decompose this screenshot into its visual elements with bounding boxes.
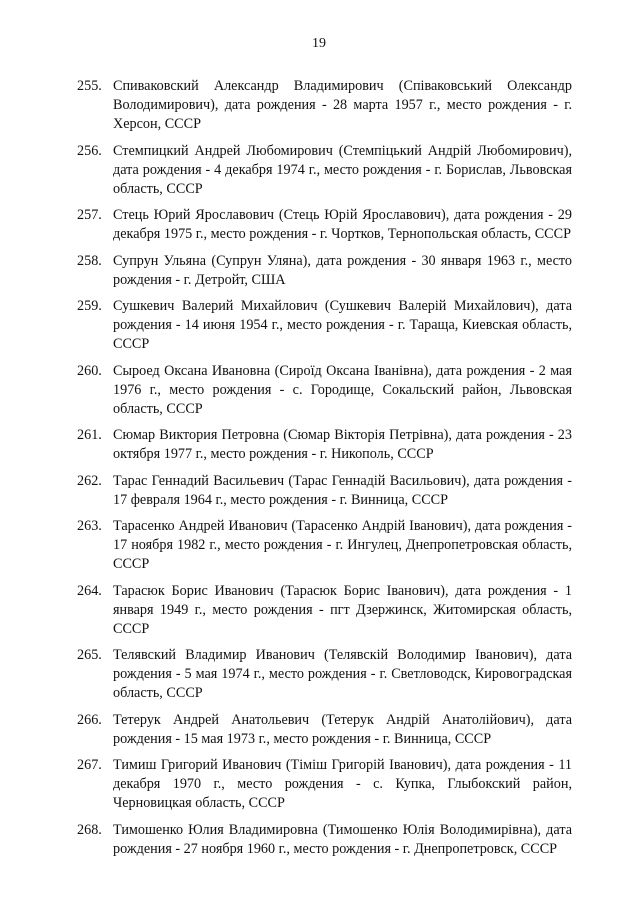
list-item xyxy=(77,362,572,419)
entry-number: 262. xyxy=(77,472,102,489)
list-item xyxy=(77,297,572,354)
entry-text: Стець Юрий Ярославович (Стець Юрій Ярославович), дата рождения - 29 декабря 1975 г., место рождения - г. Чортков, Тернопольская область, СССР xyxy=(113,207,572,242)
list-item xyxy=(77,756,572,813)
entry-text: Телявский Владимир Иванович (Телявскій Володимир Іванович), дата рождения - 5 мая 1974 г., место рождения - г. Светловодск, Кировоградская область, СССР xyxy=(113,647,572,701)
entry-text: Тарасенко Андрей Иванович (Тарасенко Андрій Іванович), дата рождения - 17 ноября 1982 г., место рождения - г. Ингулец, Днепропетровская область, СССР xyxy=(113,518,572,572)
entry-text: Сюмар Виктория Петровна (Сюмар Вікторія Петрівна), дата рождения - 23 октября 1977 г., место рождения - г. Никополь, СССР xyxy=(113,427,572,462)
list-item xyxy=(77,252,572,290)
entry-text: Тарас Геннадий Васильевич (Тарас Геннадій Васильович), дата рождения - 17 февраля 1964 г., место рождения - г. Винница, СССР xyxy=(113,472,572,508)
entry-number: 256. xyxy=(77,142,102,159)
entry-number: 259. xyxy=(77,298,102,314)
entry-number: 255. xyxy=(77,78,102,94)
list-item xyxy=(77,472,572,510)
entry-number: 260. xyxy=(77,362,102,379)
entry-text: Супрун Ульяна (Супрун Уляна), дата рождения - 30 января 1963 г., место рождения - г. Детройт, США xyxy=(113,252,572,288)
entry-number: 263. xyxy=(77,518,102,534)
entry-text: Тарасюк Борис Иванович (Тарасюк Борис Іванович), дата рождения - 1 января 1949 г., место рождения - пгт Дзержинск, Житомирская область, СССР xyxy=(113,582,572,637)
entry-number: 257. xyxy=(77,207,102,223)
entry-text: Сушкевич Валерий Михайлович (Сушкевич Валерій Михайлович), дата рождения - 14 июня 1954 г., место рождения - г. Тараща, Киевская область, СССР xyxy=(113,298,572,352)
entry-number: 267. xyxy=(77,757,102,773)
entry-text: Сыроед Оксана Ивановна (Сироїд Оксана Іванівна), дата рождения - 2 мая 1976 г., место рождения - с. Городище, Сокальский район, Львовская область, СССР xyxy=(113,362,572,417)
entry-number: 268. xyxy=(77,821,102,838)
list-item xyxy=(77,142,572,199)
entry-number: 258. xyxy=(77,252,102,269)
list-item xyxy=(77,517,572,574)
entry-number: 266. xyxy=(77,711,102,728)
entry-text: Стемпицкий Андрей Любомирович (Стемпіцький Андрій Любомирович), дата рождения - 4 декабря 1974 г., место рождения - г. Борислав, Львовская область, СССР xyxy=(113,142,572,197)
page-number: 19 xyxy=(312,36,326,51)
entry-text: Тимошенко Юлия Владимировна (Тимошенко Юлія Володимирівна), дата рождения - 27 ноября 1960 г., место рождения - г. Днепропетровск, СССР xyxy=(113,821,572,857)
list-item xyxy=(77,821,572,859)
list-item xyxy=(77,582,572,639)
list-item xyxy=(77,206,572,244)
entry-text: Тетерук Андрей Анатольевич (Тетерук Андрій Анатолійович), дата рождения - 15 мая 1973 г., место рождения - г. Винница, СССР xyxy=(113,711,572,747)
entry-text: Спиваковский Александр Владимирович (Співаковський Олександр Володимирович), дата рождения - 28 марта 1957 г., место рождения - г. Херсон, СССР xyxy=(113,78,572,132)
entry-list xyxy=(77,77,572,866)
entry-number: 265. xyxy=(77,647,102,663)
list-item xyxy=(77,426,572,464)
list-item xyxy=(77,646,572,703)
entry-text: Тимиш Григорий Иванович (Тіміш Григорій Іванович), дата рождения - 11 декабря 1970 г., место рождения - с. Купка, Глыбокский район, Черновицкая область, СССР xyxy=(113,757,572,811)
list-item xyxy=(77,77,572,134)
list-item xyxy=(77,711,572,749)
entry-number: 261. xyxy=(77,427,102,443)
entry-number: 264. xyxy=(77,582,102,599)
